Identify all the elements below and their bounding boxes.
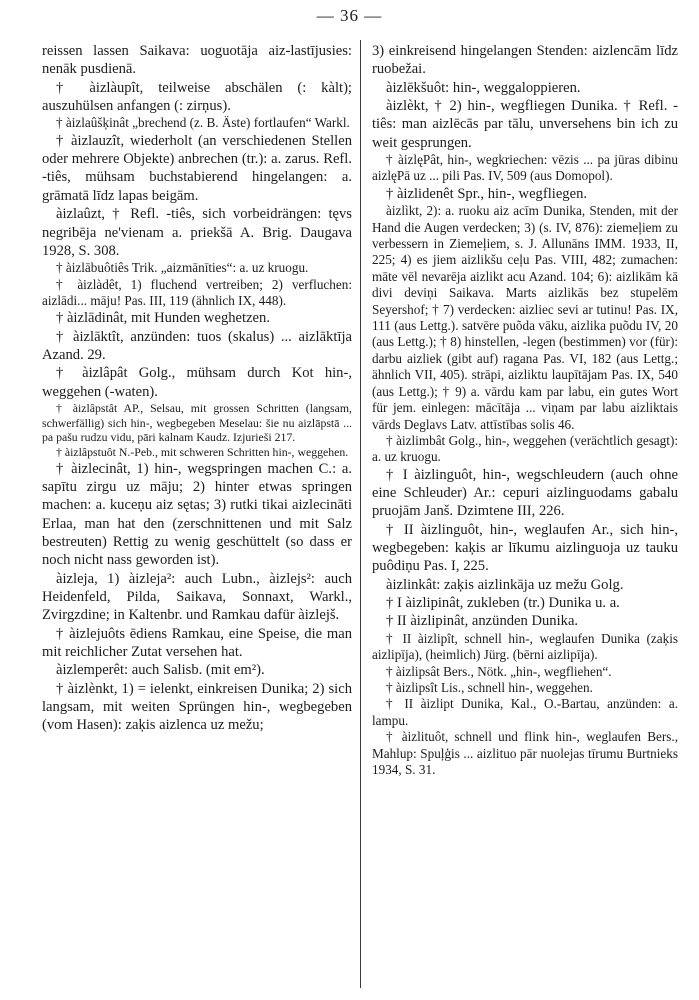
dictionary-entry: † àizlènkt, 1) = ielenkt, einkreisen Dunika; 2) sich langsam, mit weiten Sprüngen hin-, wegbegeben (vom Hasen): zaķis aizlenca uz mežu; xyxy=(42,680,352,734)
dictionary-entry: † I àizlinguôt, hin-, wegschleudern (auch ohne eine Schleuder) Ar.: cepuri aizlinguodams gabalu pruojām Janš. Dzimtene III, 226. xyxy=(372,466,678,520)
dictionary-entry: àizlēkšuôt: hin-, weggaloppieren. xyxy=(386,79,581,96)
page-number: — 36 — xyxy=(316,6,383,25)
dictionary-entry: àizlìkt, 2): a. ruoku aiz acīm Dunika, Stenden, mit der Hand die Augen verdecken; 3) (s. IV, 876): ziemeļiem zu verbessern in Ziemeļiem, s. J. Allunāns IMM. 1933, II, 225; 4) es jiem aizlikšu ceļu Pas. VIII, 482; zumachen: māte vēl nevarēja aizlikt acu Azand. 104; 6): aizlikām kā divi deviņi Saikava. Marts aizlikās bez stupelēm Seyershof; † 7) verdecken: aizliec sevi ar tutinu! Pas. IX, 111 (aus Lettg.). satvēre puõda vāku, aizlika puõdu IV, 20 (aus Lettg.); † 8) hinstellen, -legen (bestimmen) vor (für): darbu aizliek (gibt auf) ragana Pas. VI, 182 (aus Lettg.; ähnlich VII, 405). strāpi, aizliktu laupītājam Pas. IX, 540 (aus Lettg.); † 9) a. vārdu kam par labu, ein gutes Wort für jem. einlegen: mācītāja ... viņam par labu aizliktais vārds Deglavs Latv. attīstības solis 46. xyxy=(372,203,678,432)
left-column xyxy=(42,42,352,735)
dictionary-entry: † àizlipsît Lis., schnell hin-, weggehen. xyxy=(386,680,593,696)
dictionary-entry: † àizlituôt, schnell und flink hin-, weglaufen Bers., Mahlup: Spuļģis ... aizlituo pār nuolejas tīrumu Burtnieks 1934, S. 31. xyxy=(372,729,678,778)
dictionary-entry: àizlinkât: zaķis aizlinkāja uz mežu Golg. xyxy=(386,576,624,593)
dictionary-entry: † àizlāktît, anzünden: tuos (skalus) ... aizlāktīja Azand. 29. xyxy=(42,328,352,364)
dictionary-entry: † àizlābuôtiês Trik. „aizmānīties“: a. uz kruogu. xyxy=(56,260,309,276)
dictionary-entry: † àizlâpstuôt N.-Peb., mit schweren Schritten hin-, weggehen. xyxy=(56,444,349,459)
dictionary-entry: àizleja, 1) àizleja²: auch Lubn., àizlejs²: auch Heidenfeld, Pilda, Saikava, Sonnaxt, Warkl., Zvirgzdine; in Kaltenbr. und Ramkau dafür àizlejš. xyxy=(42,570,352,624)
dictionary-entry: reissen lassen Saikava: uoguotāja aiz-lastījusies: nenāk pusdienā. xyxy=(42,43,352,78)
dictionary-entry: † àizlâpât Golg., mühsam durch Kot hin-, weggehen (-waten). xyxy=(42,365,352,400)
dictionary-entry: † I àizlipinât, zukleben (tr.) Dunika u. a. xyxy=(386,595,620,612)
dictionary-entry: 3) einkreisend hingelangen Stenden: aizlencām līdz ruobežai. xyxy=(372,43,678,78)
dictionary-entry: † àizlimbât Golg., hin-, weggehen (verächtlich gesagt): a. uz kruogu. xyxy=(372,432,678,465)
dictionary-entry: † II àizlipît, schnell hin-, weglaufen Dunika (zaķis aizlipīja), (heimlich) Jürg. (bērni aizlipīja). xyxy=(372,630,678,663)
dictionary-entry: àizlemperêt: auch Salisb. (mit em²). xyxy=(56,662,265,679)
dictionary-entry: àizlèkt, † 2) hin-, wegfliegen Dunika. † Refl. -tiês: man aizlēcās par tālu, unversehens bin ich zu weit gesprungen. xyxy=(372,98,678,151)
column-divider xyxy=(360,40,361,988)
dictionary-entry: † II àizlinguôt, hin-, weglaufen Ar., sich hin-, wegbegeben: kaķis ar līkumu aizlinguoja uz tauku puôdiņu Pas. I, 225. xyxy=(372,521,678,575)
dictionary-entry: † àizlęPât, hin-, wegkriechen: vēzis ... pa jūras dibinu aizlęPā uz ... pili Pas. IV, 509 (aus Domopol). xyxy=(372,152,678,184)
dictionary-entry: † àizlaûšķinât „brechend (z. B. Äste) fortlaufen“ Warkl. xyxy=(56,115,350,131)
dictionary-entry: † àizlipsât Bers., Nötk. „hin-, wegfliehen“. xyxy=(386,663,612,679)
dictionary-entry: † àizlidenêt Spr., hin-, wegfliegen. xyxy=(386,185,588,202)
dictionary-entry: † àizlàupît, teilweise abschälen (: kàlt); auszuhülsen anfangen (: zirņus). xyxy=(42,79,352,115)
dictionary-entry: † àizlādinât, mit Hunden weghetzen. xyxy=(56,310,270,327)
dictionary-entry: † II àizlipinât, anzünden Dunika. xyxy=(386,613,579,630)
dictionary-entry: àizlaûzt, † Refl. -tiês, sich vorbeidrängen: tęvs negribēja ne'vienam a. priekšā A. Brig. Daugava 1928, S. 308. xyxy=(42,206,352,259)
dictionary-entry: † àizlejuôts ēdiens Ramkau, eine Speise, die man mit reichlicher Zutat versehen hat. xyxy=(42,625,352,660)
dictionary-entry: † àizlâpstât AP., Selsau, mit grossen Schritten (langsam, schwerfällig) sich hin-, wegbegeben Meselau: šie nu aizlāpstā ... pa pašu rudzu vidu, pāri kalnam Kaudz. Izjurieši 217. xyxy=(42,401,352,445)
dictionary-entry: † II àizlipt Dunika, Kal., O.-Bartau, anzünden: a. lampu. xyxy=(372,696,678,728)
dictionary-entry: † àizlecinât, 1) hin-, wegspringen machen C.: a. sapītu zirgu uz māju; 2) hinter etwas springen machen: a. kuceņu aiz sętas; 3) rutki tikai aizlecināti Erlaa, man hat den (zerschnittenen und mit Salz bestreuten) Rettig zu wenig geschüttelt (so dass er noch nicht nass geworden ist). xyxy=(42,460,352,569)
right-column xyxy=(372,42,678,778)
dictionary-entry: † àizlauzît, wiederholt (an verschiedenen Stellen oder mehrere Objekte) anbrechen (tr.): a. zarus. Refl. -tiês, mühsam buchstabierend hingelangen: a. grāmatā līdz lapas beigām. xyxy=(42,132,352,204)
dictionary-entry: † àizlàdêt, 1) fluchend vertreiben; 2) verfluchen: aizlādi... māju! Pas. III, 119 (ähnlich IX, 448). xyxy=(42,276,352,308)
